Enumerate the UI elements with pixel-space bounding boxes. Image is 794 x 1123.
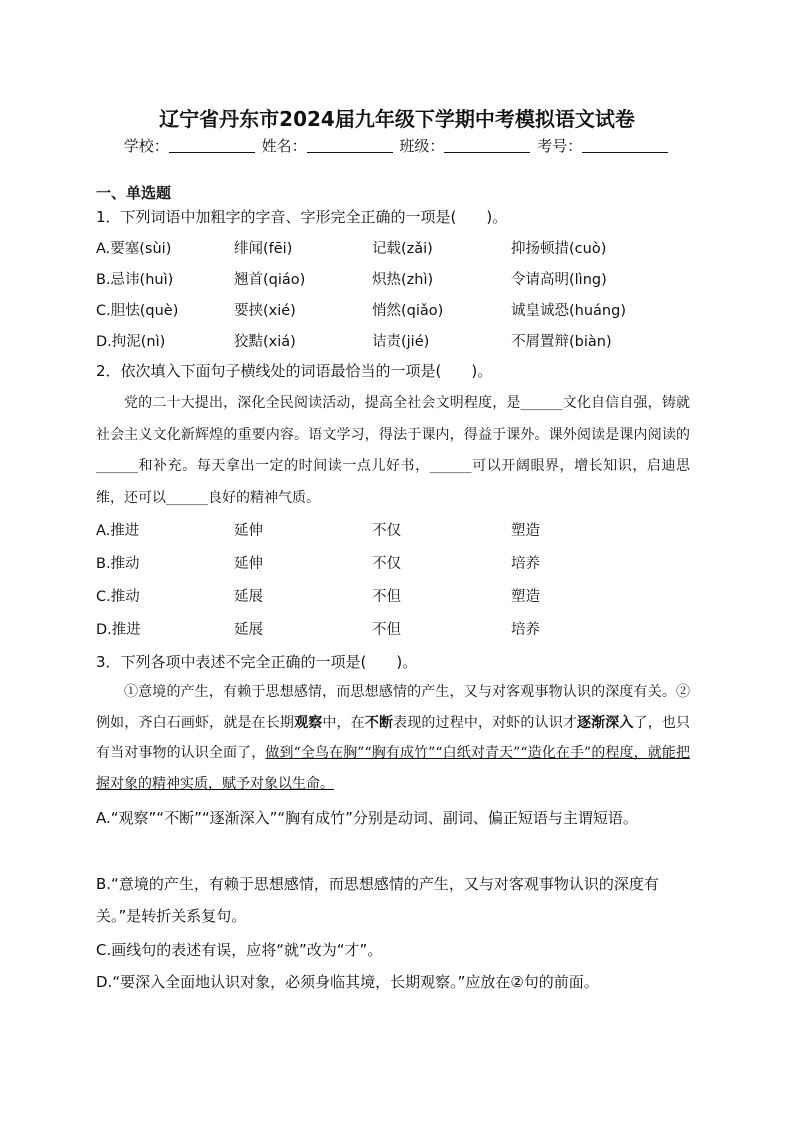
school-blank[interactable] — [169, 138, 255, 153]
q1-option-c-4: 诚皇诚恐(huáng) — [511, 303, 626, 319]
q2-stem: 2．依次填入下面句子横线处的词语最恰当的一项是( )。 — [96, 362, 493, 380]
q3-passage — [96, 677, 690, 799]
q3-passage-part-2: 中，在 — [322, 714, 365, 731]
class-label: 班级： — [399, 137, 445, 155]
q3-bold-2: 不断 — [364, 714, 394, 731]
q2-option-a-2: 延伸 — [234, 523, 263, 539]
q2-option-c-1: C.推动 — [96, 589, 140, 605]
exam-no-blank[interactable] — [582, 138, 668, 153]
q1-option-c-2: 要挟(xié) — [234, 303, 296, 319]
name-label: 姓名： — [261, 137, 307, 155]
q2-option-b-2: 延伸 — [234, 556, 263, 572]
q2-option-b-4: 培养 — [511, 556, 540, 572]
q2-option-b-3: 不仅 — [372, 556, 401, 572]
q3-bold-1: 观察 — [294, 714, 323, 731]
q3-stem: 3．下列各项中表述不完全正确的一项是( )。 — [96, 653, 418, 671]
q2-option-c-4: 塑造 — [511, 589, 540, 605]
class-blank[interactable] — [444, 138, 530, 153]
q3-option-b: B.“意境的产生，有赖于思想感情，而思想感情的产生，又与对客观事物认识的深度有关。”是转折关系复句。 — [96, 875, 659, 925]
q1-option-a-1: A.要塞(sùi) — [96, 241, 172, 257]
q2-option-c-2: 延展 — [234, 589, 263, 605]
q1-option-a-2: 绯闻(fēi) — [234, 241, 293, 257]
q2-option-a-3: 不仅 — [372, 523, 401, 539]
q1-option-b-3: 炽热(zhì) — [372, 272, 434, 288]
q2-option-d-2: 延展 — [234, 622, 263, 638]
q1-option-b-1: B.忌讳(huì) — [96, 272, 174, 288]
q1-stem: 1．下列词语中加粗字的字音、字形完全正确的一项是( )。 — [96, 208, 508, 226]
exam-no-label: 考号： — [537, 137, 583, 155]
q3-underlined-sentence: 做到“全鸟在胸”“胸有成竹”“白纸对青天”“造化在手”的程度，就能把握对象的精神实质，赋予对象以生命。 — [96, 745, 690, 792]
q2-option-c-3: 不但 — [372, 589, 401, 605]
q1-option-b-4: 令请高明(lìng) — [511, 272, 607, 288]
school-label: 学校： — [123, 137, 169, 155]
section-title: 一、单选题 — [96, 184, 172, 202]
q1-option-d-1: D.拘泥(nì) — [96, 334, 166, 350]
q3-passage-part-4: 了，也只有当对事物的认识全面了， — [96, 714, 691, 761]
q1-option-c-1: C.胆怯(què) — [96, 303, 179, 319]
q1-option-d-2: 狡黠(xiá) — [234, 334, 296, 350]
q3-passage-part-3: 表现的过程中，对虾的认识才 — [393, 714, 578, 731]
q2-option-b-1: B.推动 — [96, 556, 140, 572]
name-blank[interactable] — [307, 138, 393, 153]
student-info-line — [0, 135, 794, 156]
q3-option-d: D.“要深入全面地认识对象，必须身临其境，长期观察。”应放在②句的前面。 — [96, 973, 599, 991]
q3-passage-part-1: ①意境的产生，有赖于思想感情，而思想感情的产生，又与对客观事物认识的深度有关。②例如，齐白石画虾，就是在长期 — [96, 684, 690, 731]
q2-option-a-1: A.推进 — [96, 523, 140, 539]
q1-option-a-3: 记载(zǎi) — [372, 241, 433, 257]
q2-option-d-3: 不但 — [372, 622, 401, 638]
q2-option-d-1: D.推进 — [96, 622, 141, 638]
q2-option-a-4: 塑造 — [511, 523, 540, 539]
q1-option-a-4: 抑扬顿措(cuò) — [511, 241, 607, 257]
q2-passage: 党的二十大提出，深化全民阅读活动，提高全社会文明程度，是______文化自信自强，铸就社会主义文化新辉煌的重要内容。语文学习，得法于课内，得益于课外。课外阅读是课内阅读的______和补充。每天拿出一定的时间读一点儿好书，______可以开阔眼界，增长知识，启迪思维，还可以______良好的精神气质。 — [96, 395, 690, 506]
q3-bold-3: 逐渐深入 — [577, 714, 634, 731]
q2-option-d-4: 培养 — [511, 622, 540, 638]
q1-option-b-2: 翘首(qiáo) — [234, 272, 306, 288]
q1-option-c-3: 悄然(qiǎo) — [372, 303, 444, 319]
q1-option-d-4: 不屑置辩(biàn) — [511, 334, 612, 350]
q1-option-d-3: 诘责(jié) — [372, 334, 430, 350]
q3-option-c: C.画线句的表述有误，应将“就”改为“才”。 — [96, 941, 383, 959]
page-title: 辽宁省丹东市2024届九年级下学期中考模拟语文试卷 — [159, 107, 635, 131]
q3-option-a: A.“观察”“不断”“逐渐深入”“胸有成竹”分别是动词、副词、偏正短语与主谓短语。 — [96, 809, 638, 827]
